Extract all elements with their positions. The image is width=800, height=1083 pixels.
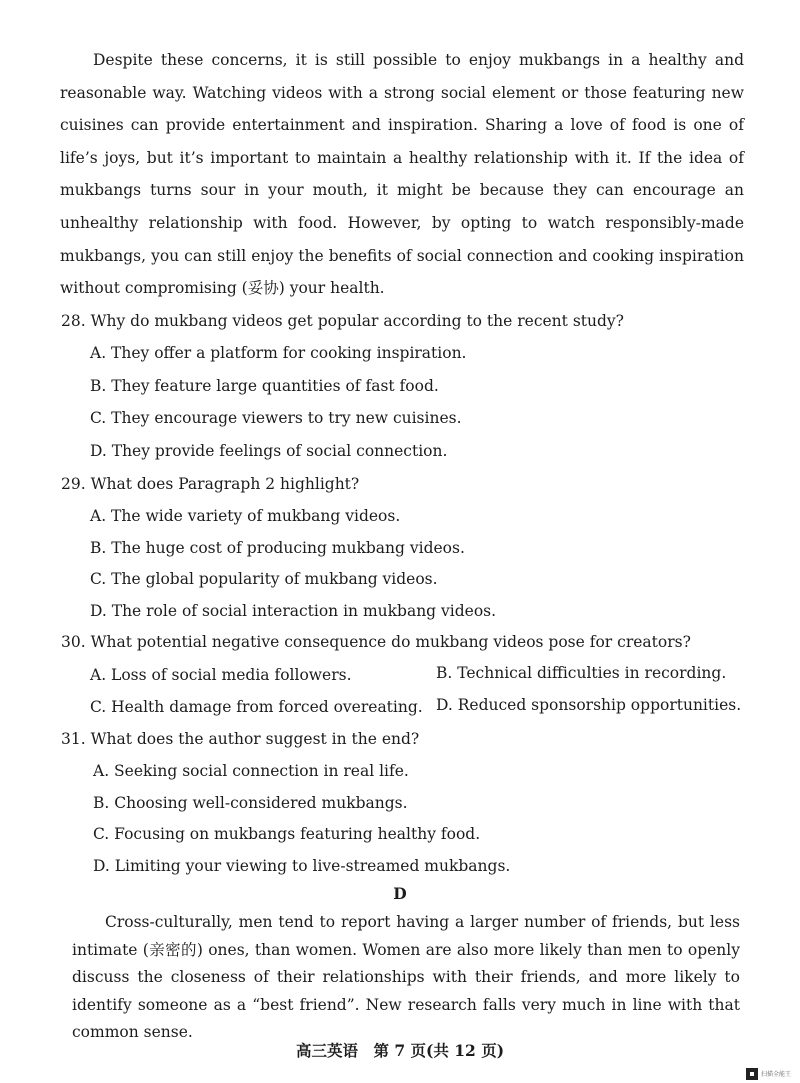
question-31-stem: 31. What does the author suggest in the end? (61, 730, 420, 748)
question-30-stem: 30. What potential negative consequence do mukbang videos pose for creators? (61, 633, 691, 651)
question-31-option-b[interactable]: B. Choosing well-considered mukbangs. (93, 794, 408, 812)
question-29-option-c[interactable]: C. The global popularity of mukbang videos. (90, 570, 438, 588)
question-28-option-a[interactable]: A. They offer a platform for cooking inspiration. (90, 344, 467, 362)
question-29-option-b[interactable]: B. The huge cost of producing mukbang videos. (90, 539, 465, 557)
question-28-option-b[interactable]: B. They feature large quantities of fast food. (90, 377, 439, 395)
passage-d-first-paragraph: Cross-culturally, men tend to report having a larger number of friends, but less intimate (亲密的) ones, than women. Women are also more likely than men to openly discuss the closeness of their relationships with their friends, and more likely to identify someone as a “best friend”. New research falls very much in line with that common sense. (72, 913, 740, 1041)
page-footer: 高三英语 第 7 页(共 12 页) (295, 1041, 505, 1060)
section-d-heading: D (393, 884, 407, 903)
question-28-stem: 28. Why do mukbang videos get popular according to the recent study? (61, 312, 624, 330)
question-31-option-a[interactable]: A. Seeking social connection in real life. (93, 762, 409, 780)
question-30-option-a[interactable]: A. Loss of social media followers. (90, 666, 352, 684)
question-30-option-b[interactable]: B. Technical difficulties in recording. (436, 664, 727, 682)
question-31-option-d[interactable]: D. Limiting your viewing to live-streamed mukbangs. (93, 857, 511, 875)
question-29-option-a[interactable]: A. The wide variety of mukbang videos. (90, 507, 401, 525)
qr-code-icon (746, 1068, 758, 1080)
question-28-option-d[interactable]: D. They provide feelings of social connection. (90, 442, 448, 460)
question-29-stem: 29. What does Paragraph 2 highlight? (61, 475, 360, 493)
question-28-option-c[interactable]: C. They encourage viewers to try new cuisines. (90, 409, 462, 427)
question-29-option-d[interactable]: D. The role of social interaction in mukbang videos. (90, 602, 497, 620)
scanner-watermark: 扫描全能王 (761, 1071, 792, 1078)
question-30-option-d[interactable]: D. Reduced sponsorship opportunities. (436, 696, 742, 714)
passage-c-final-paragraph: Despite these concerns, it is still possible to enjoy mukbangs in a healthy and reasonable way. Watching videos with a strong social element or those featuring new cuisines can provide entertainment and inspiration. Sharing a love of food is one of life’s joys, but it’s important to maintain a healthy relationship with it. If the idea of mukbangs turns sour in your mouth, it might be because they can encourage an unhealthy relationship with food. However, by opting to watch responsibly-made mukbangs, you can still enjoy the benefits of social connection and cooking inspiration without compromising (妥协) your health. (60, 51, 744, 298)
question-31-option-c[interactable]: C. Focusing on mukbangs featuring healthy food. (93, 825, 481, 843)
question-30-option-c[interactable]: C. Health damage from forced overeating. (90, 698, 423, 716)
